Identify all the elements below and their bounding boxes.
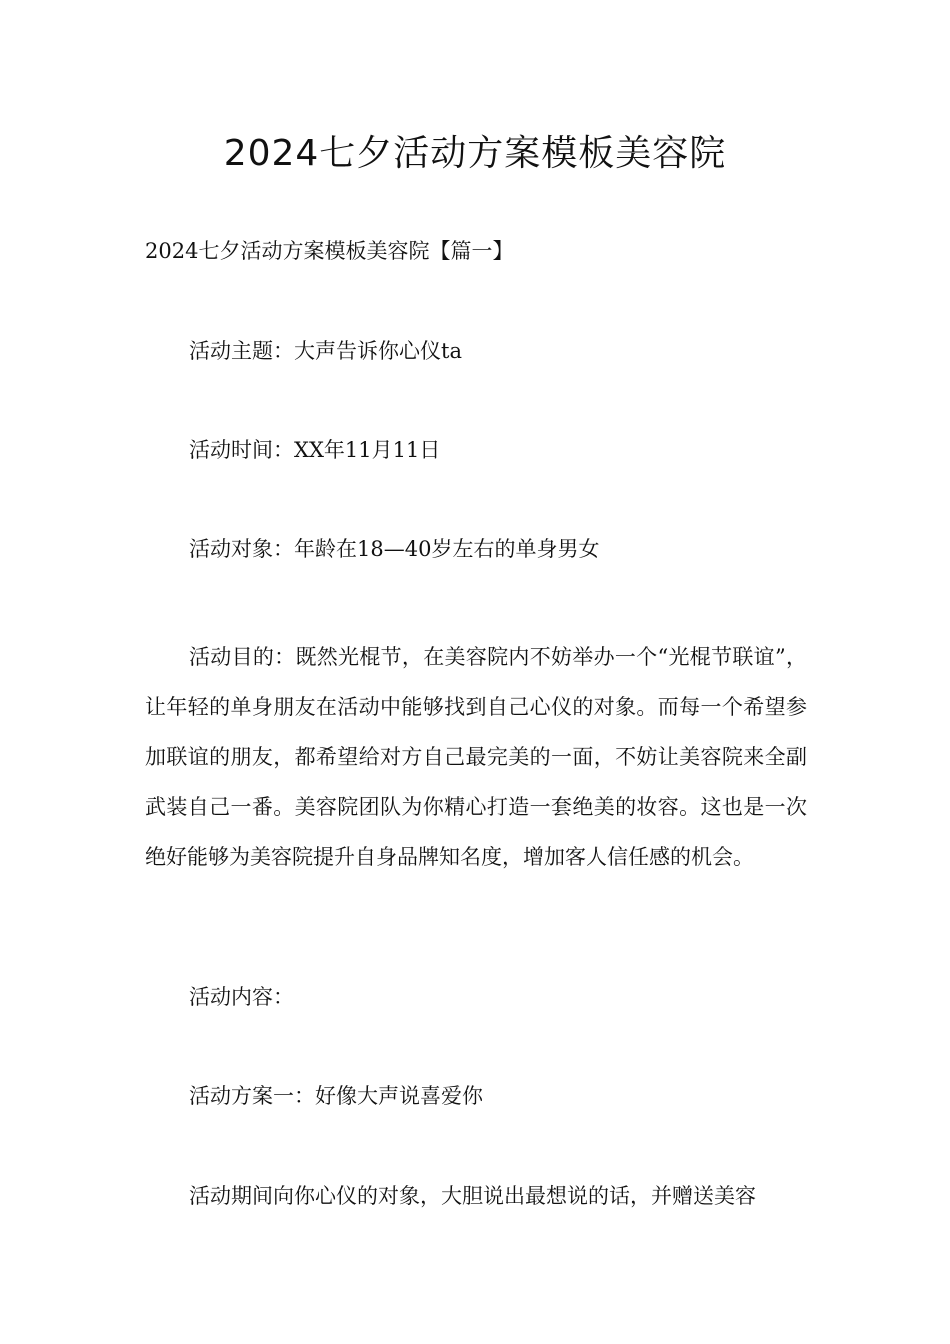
section-heading: 2024七夕活动方案模板美容院【篇一】	[145, 239, 514, 263]
activity-plan-one-text: 活动期间向你心仪的对象，大胆说出最想说的话，并赠送美容	[189, 1184, 756, 1208]
document-title: 2024七夕活动方案模板美容院	[223, 133, 727, 174]
activity-content-label: 活动内容：	[189, 985, 294, 1009]
activity-theme: 活动主题：大声告诉你心仪ta	[189, 339, 462, 363]
activity-plan-one: 活动方案一：好像大声说喜爱你	[189, 1084, 483, 1108]
activity-purpose: 活动目的：既然光棍节，在美容院内不妨举办一个“光棍节联谊”，让年轻的单身朋友在活动中能够找到自己心仪的对象。而每一个希望参加联谊的朋友，都希望给对方自己最完美的一面，不妨让美容院来全副武装自己一番。美容院团队为你精心打造一套绝美的妆容。这也是一次绝好能够为美容院提升自身品牌知名度，增加客人信任感的机会。	[145, 645, 807, 869]
activity-audience: 活动对象：年龄在18—40岁左右的单身男女	[189, 537, 600, 561]
activity-time: 活动时间：XX年11月11日	[189, 438, 441, 462]
